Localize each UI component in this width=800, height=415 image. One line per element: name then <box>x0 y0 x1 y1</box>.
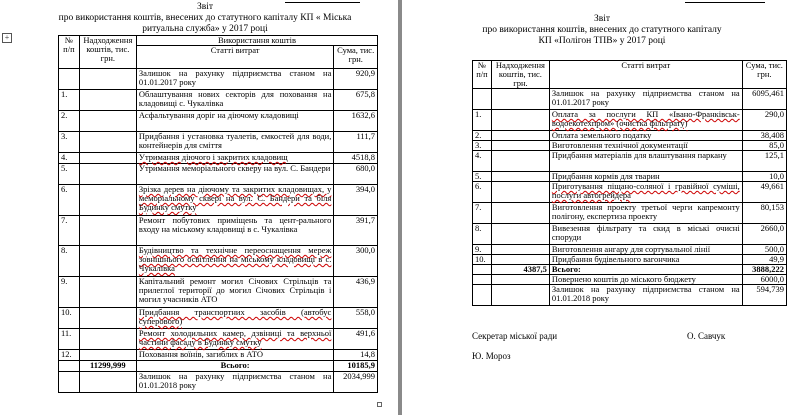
table-row <box>59 153 378 164</box>
row-sum: 920,9 <box>334 69 378 90</box>
row-sum: 290,0 <box>742 110 786 131</box>
table-row <box>59 69 378 90</box>
row-item: Утримання діючого і закритих кладовищ <box>136 153 333 164</box>
table-row <box>59 90 378 111</box>
total-label: Всього: <box>136 361 333 372</box>
row-sum: 594,739 <box>742 285 786 306</box>
row-num <box>59 69 80 90</box>
row-item: Поховання воїнів, загиблих в АТО <box>136 350 333 361</box>
row-sum: 2034,999 <box>334 372 378 393</box>
total-sum: 3888,222 <box>742 265 786 275</box>
title-line: КП «Полігон ТПВ» у 2017 році <box>538 36 666 46</box>
total-income: 4387,5 <box>491 265 549 275</box>
row-num: 9. <box>59 277 80 308</box>
title-line: про використання коштів, внесених до статутного капіталу <box>482 25 722 35</box>
row-num: 5. <box>59 164 80 185</box>
row-num: 6. <box>59 185 80 216</box>
row-item: Виготовлення ангару для сортувальної лінії <box>549 245 742 255</box>
row-num: 12. <box>59 350 80 361</box>
row-num: 8. <box>59 246 80 277</box>
row-num: 7. <box>59 216 80 246</box>
left-expense-table <box>58 35 378 393</box>
table-resize-handle-icon[interactable] <box>377 402 382 407</box>
row-item: Облаштування нових секторів для поховання на кладовищі с. Чукалівка <box>136 90 333 111</box>
table-row <box>59 185 378 216</box>
row-sum: 436,9 <box>334 277 378 308</box>
total-sum: 10185,9 <box>334 361 378 372</box>
row-item: Оплата за послуги КП «Івано-Франківськ-водоекотехпром» (очистка фільтрату) <box>549 110 742 131</box>
table-row <box>473 131 787 141</box>
row-item: Оплата земельного податку <box>549 131 742 141</box>
col-header-sum: Сума, тис. грн. <box>334 46 378 69</box>
col-header-num: № п/п <box>59 36 80 69</box>
left-report-title <box>20 2 390 35</box>
table-row <box>473 110 787 131</box>
table-row <box>473 182 787 203</box>
row-num: 5. <box>473 172 492 182</box>
title-line: про використання коштів, внесених до статутного капіталу КП « Міська <box>58 13 352 23</box>
table-row <box>59 246 378 277</box>
row-sum: 80,153 <box>742 203 786 224</box>
row-item: Ремонт побутових приміщень та цент-рального входу на міському кладовищі в с. Чукалівка <box>136 216 333 246</box>
table-row <box>473 285 787 306</box>
table-row <box>59 308 378 329</box>
row-item: Придбання матеріалів для влаштування паркану <box>549 151 742 172</box>
table-row <box>473 255 787 265</box>
table-row <box>473 151 787 172</box>
signature-role: Секретар міської ради <box>472 331 558 341</box>
row-item: Придбання і установка туалетів, ємкостей для води, контейнерів для сміття <box>136 132 333 153</box>
row-num: 10. <box>473 255 492 265</box>
table-total-row <box>59 361 378 372</box>
table-total-row <box>473 265 787 275</box>
row-num: 4. <box>473 151 492 172</box>
row-num: 2. <box>473 131 492 141</box>
row-sum: 391,7 <box>334 216 378 246</box>
row-sum: 394,0 <box>334 185 378 216</box>
table-row <box>473 172 787 182</box>
row-sum: 10,0 <box>742 172 786 182</box>
table-row <box>59 111 378 132</box>
title-line: ритуальна служба» у 2017 році <box>142 24 268 34</box>
total-income: 11299,999 <box>79 361 136 372</box>
col-header-income: Надходження коштів, тис. грн. <box>79 36 136 69</box>
row-num: 3. <box>59 132 80 153</box>
signature-name: О. Савчук <box>687 331 726 341</box>
row-num: 8. <box>473 224 492 245</box>
row-sum: 125,1 <box>742 151 786 172</box>
document-page-left <box>0 0 398 415</box>
row-sum: 14,8 <box>334 350 378 361</box>
row-item: Придбання транспортних засобів (автобус суперового) <box>136 308 333 329</box>
row-num: 1. <box>59 90 80 111</box>
row-item: Виготовлення проекту третьої черги капремонту полігону, експертиза проекту <box>549 203 742 224</box>
row-num: 6. <box>473 182 492 203</box>
col-header-num: № п/п <box>473 61 492 89</box>
row-num: 7. <box>473 203 492 224</box>
row-item: Придбання кормів для тварин <box>549 172 742 182</box>
table-row <box>59 329 378 350</box>
table-row <box>59 350 378 361</box>
row-item: Залишок на рахунку підприємства станом на 01.01.2018 року <box>549 285 742 306</box>
row-item: Залишок на рахунку підприємства станом на 01.01.2017 року <box>136 69 333 90</box>
right-expense-table <box>472 60 787 306</box>
table-row <box>59 277 378 308</box>
row-sum: 49,9 <box>742 255 786 265</box>
row-item: Зрізка дерев на діючому та закритих кладовищах, у меморіальному сквері на вул. С. Бандери та біля Будинку смутку <box>136 185 333 216</box>
row-num: 2. <box>59 111 80 132</box>
row-num: 11. <box>59 329 80 350</box>
row-num: 10. <box>59 308 80 329</box>
row-sum: 2660,0 <box>742 224 786 245</box>
row-sum: 500,0 <box>742 245 786 255</box>
row-num: 3. <box>473 141 492 151</box>
right-report-title <box>422 14 782 47</box>
row-item: Залишок на рахунку підприємства станом на 01.01.2018 року <box>136 372 333 393</box>
row-sum: 675,8 <box>334 90 378 111</box>
table-row <box>473 275 787 285</box>
table-row <box>59 132 378 153</box>
row-item: Утримання меморіального скверу на вул. С. Бандери <box>136 164 333 185</box>
row-item: Повернено коштів до міського бюджету <box>549 275 742 285</box>
table-row <box>473 89 787 110</box>
table-row <box>473 224 787 245</box>
row-item: Будівництво та технічне переоснащення мереж зовнішнього освітлення на міському кладовищі в с. Чукалівка <box>136 246 333 277</box>
header-rule <box>685 2 765 3</box>
col-header-sum: Сума, тис. грн. <box>742 61 786 89</box>
col-header-items: Статті витрат <box>549 61 742 89</box>
row-sum: 38,408 <box>742 131 786 141</box>
table-row <box>473 203 787 224</box>
row-sum: 6000,0 <box>742 275 786 285</box>
table-row <box>59 216 378 246</box>
row-num: 4. <box>59 153 80 164</box>
col-header-items: Статті витрат <box>136 46 333 69</box>
row-sum: 491,6 <box>334 329 378 350</box>
total-label: Всього: <box>549 265 742 275</box>
row-item: Асфальтування доріг на діючому кладовищі <box>136 111 333 132</box>
col-header-income: Надходження коштів, тис. грн. <box>491 61 549 89</box>
col-header-usage: Використання коштів <box>136 36 377 46</box>
row-sum: 85,0 <box>742 141 786 151</box>
row-item: Капітальний ремонт могил Січових Стрільців та прилеглої території до могил Січових Стрільців і могил учасників АТО <box>136 277 333 308</box>
table-row <box>473 245 787 255</box>
row-sum: 1632,6 <box>334 111 378 132</box>
table-row <box>59 372 378 393</box>
title-line: Звіт <box>593 14 611 24</box>
row-num: 9. <box>473 245 492 255</box>
row-item: Приготування піщано-соляної і гравійної суміші, послуги автогрейдера <box>549 182 742 203</box>
row-sum: 4518,8 <box>334 153 378 164</box>
row-sum: 680,0 <box>334 164 378 185</box>
row-sum: 558,0 <box>334 308 378 329</box>
row-sum: 300,0 <box>334 246 378 277</box>
table-move-handle-icon[interactable]: + <box>2 33 12 43</box>
row-num: 1. <box>473 110 492 131</box>
table-row <box>59 164 378 185</box>
row-sum: 111,7 <box>334 132 378 153</box>
row-num <box>473 89 492 110</box>
title-line: Звіт <box>196 2 214 12</box>
table-row <box>473 141 787 151</box>
row-item: Вивезення фільтрату та скид в міські очисні споруди <box>549 224 742 245</box>
row-sum: 6095,461 <box>742 89 786 110</box>
row-item: Ремонт холодильних камер, дзвіниці та верхньої частини фасаду в Будинку смутку <box>136 329 333 350</box>
row-sum: 49,661 <box>742 182 786 203</box>
document-author: Ю. Мороз <box>472 351 511 361</box>
row-item: Залишок на рахунку підприємства станом на 01.01.2017 року <box>549 89 742 110</box>
document-page-right <box>402 0 800 415</box>
row-item: Виготовлення технічної документації <box>549 141 742 151</box>
row-item: Придбання будівельного вагончика <box>549 255 742 265</box>
